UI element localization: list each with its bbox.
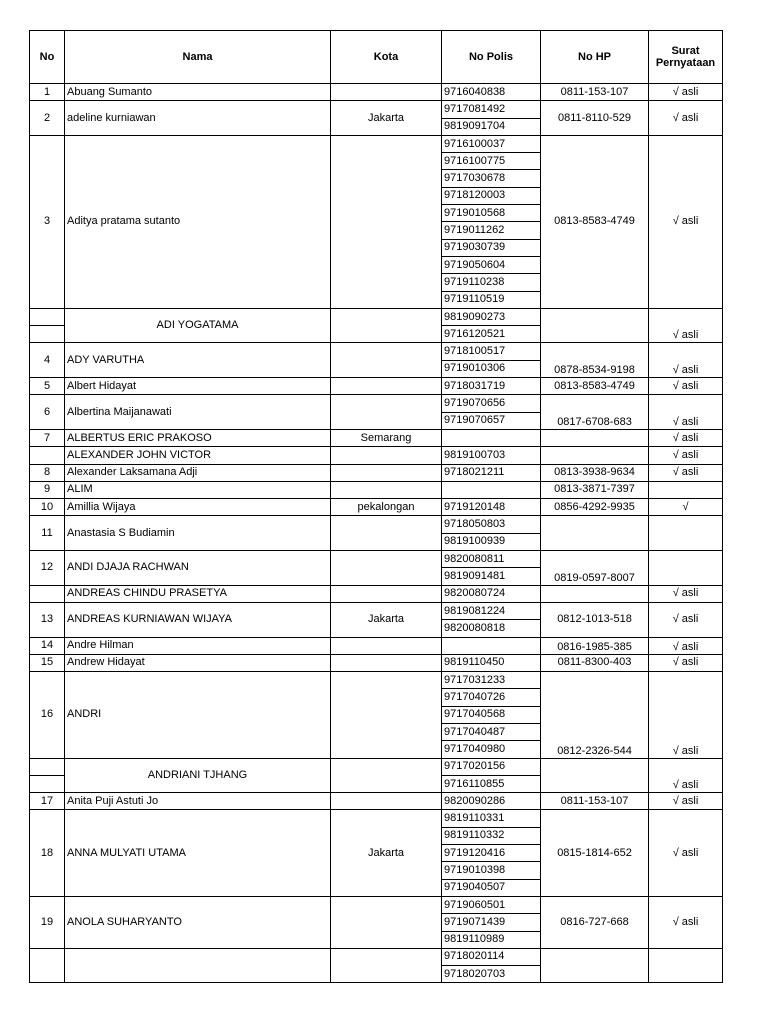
row-no-polis: 9820080724 (442, 585, 541, 602)
row-no-polis: 9719120148 (442, 499, 541, 516)
row-no-polis: 9717040980 (442, 741, 541, 758)
row-no-polis: 9717031233 (442, 672, 541, 689)
row-no-polis: 9718020114 (442, 948, 541, 965)
table-row (30, 395, 723, 412)
row-no-polis: 9716100775 (442, 153, 541, 170)
row-no-polis: 9719011262 (442, 222, 541, 239)
row-kota (331, 758, 442, 793)
row-no-hp (541, 585, 649, 602)
row-no (30, 758, 65, 775)
row-kota (331, 395, 442, 430)
row-no-polis: 9819090273 (442, 308, 541, 325)
row-no-hp: 0811-153-107 (541, 84, 649, 101)
row-nama: ANDRIANI TJHANG (65, 758, 331, 793)
header-nama: Nama (65, 31, 331, 84)
row-no-empty (30, 326, 65, 343)
row-nama: ANDREAS CHINDU PRASETYA (65, 585, 331, 602)
row-no-polis: 9719070656 (442, 395, 541, 412)
row-no-hp (541, 447, 649, 464)
row-surat: √ asli (649, 810, 723, 896)
row-nama: adeline kurniawan (65, 101, 331, 136)
row-kota (331, 378, 442, 395)
row-no-hp: 0813-3871-7397 (541, 481, 649, 498)
row-no-polis: 9717040487 (442, 723, 541, 740)
row-kota (331, 793, 442, 810)
table-row (30, 758, 723, 775)
row-nama: Anastasia S Budiamin (65, 516, 331, 551)
row-no-polis: 9819091704 (442, 118, 541, 135)
row-no-polis: 9719070657 (442, 412, 541, 429)
row-nama: ALIM (65, 481, 331, 498)
row-no-hp: 0819-0597-8007 (541, 551, 649, 586)
row-no-polis (442, 429, 541, 446)
row-no-polis: 9719030739 (442, 239, 541, 256)
row-no-polis: 9718100517 (442, 343, 541, 360)
row-no-polis: 9718050803 (442, 516, 541, 533)
row-no-polis: 9819110332 (442, 827, 541, 844)
row-no-polis: 9819100703 (442, 447, 541, 464)
table-row (30, 551, 723, 568)
row-surat: √ asli (649, 395, 723, 430)
row-kota (331, 84, 442, 101)
row-surat: √ (649, 499, 723, 516)
row-surat: √ asli (649, 602, 723, 637)
row-no-hp (541, 308, 649, 343)
row-no-polis: 9819110331 (442, 810, 541, 827)
policy-table (29, 30, 723, 983)
row-surat: √ asli (649, 758, 723, 793)
row-nama: ANOLA SUHARYANTO (65, 896, 331, 948)
table-row (30, 447, 723, 464)
row-nama: Albertina Maijanawati (65, 395, 331, 430)
row-no: 5 (30, 378, 65, 395)
row-no-hp (541, 948, 649, 983)
row-no: 13 (30, 602, 65, 637)
row-no: 14 (30, 637, 65, 654)
row-no: 18 (30, 810, 65, 896)
row-no-polis: 9717020156 (442, 758, 541, 775)
row-nama: Amillia Wijaya (65, 499, 331, 516)
row-kota (331, 551, 442, 586)
row-kota (331, 516, 442, 551)
row-kota (331, 308, 442, 343)
row-no (30, 585, 65, 602)
row-no (30, 948, 65, 983)
row-no (30, 308, 65, 325)
row-no-polis (442, 637, 541, 654)
row-nama: Aditya pratama sutanto (65, 135, 331, 308)
row-no-hp: 0816-1985-385 (541, 637, 649, 654)
table-row (30, 654, 723, 671)
row-nama: ANDREAS KURNIAWAN WIJAYA (65, 602, 331, 637)
row-nama (65, 948, 331, 983)
row-kota (331, 481, 442, 498)
table-row (30, 378, 723, 395)
row-no-hp: 0817-6708-683 (541, 395, 649, 430)
row-surat (649, 551, 723, 586)
row-no-hp: 0816-727-668 (541, 896, 649, 948)
row-surat: √ asli (649, 429, 723, 446)
row-no-polis: 9719071439 (442, 914, 541, 931)
table-row (30, 481, 723, 498)
table-row (30, 308, 723, 325)
header-surat-pernyataan: Surat Pernyataan (649, 31, 723, 84)
row-no-polis: 9819081224 (442, 602, 541, 619)
row-no: 8 (30, 464, 65, 481)
table-row (30, 464, 723, 481)
row-nama: Andre Hilman (65, 637, 331, 654)
row-kota (331, 672, 442, 758)
row-kota (331, 447, 442, 464)
row-no: 6 (30, 395, 65, 430)
row-no: 9 (30, 481, 65, 498)
row-no-hp (541, 429, 649, 446)
row-no-polis: 9716100037 (442, 135, 541, 152)
row-surat: √ asli (649, 378, 723, 395)
row-no: 11 (30, 516, 65, 551)
row-surat: √ asli (649, 896, 723, 948)
header-row (30, 31, 723, 84)
header-kota: Kota (331, 31, 442, 84)
row-no-polis: 9819100939 (442, 533, 541, 550)
row-no-hp: 0856-4292-9935 (541, 499, 649, 516)
row-surat: √ asli (649, 654, 723, 671)
row-no-polis: 9820080818 (442, 620, 541, 637)
row-no: 3 (30, 135, 65, 308)
row-surat: √ asli (649, 308, 723, 343)
row-no-polis: 9819091481 (442, 568, 541, 585)
row-no-polis: 9717040726 (442, 689, 541, 706)
row-surat: √ asli (649, 343, 723, 378)
row-nama: Andrew Hidayat (65, 654, 331, 671)
row-no-hp: 0811-8300-403 (541, 654, 649, 671)
row-nama: Abuang Sumanto (65, 84, 331, 101)
row-no-polis: 9719110519 (442, 291, 541, 308)
row-no-polis: 9719060501 (442, 896, 541, 913)
row-no-polis: 9719010568 (442, 205, 541, 222)
table-row (30, 84, 723, 101)
table-row (30, 516, 723, 533)
row-no-hp: 0813-3938-9634 (541, 464, 649, 481)
row-surat: √ asli (649, 793, 723, 810)
row-surat: √ asli (649, 585, 723, 602)
row-no-polis: 9719040507 (442, 879, 541, 896)
row-no: 17 (30, 793, 65, 810)
row-no-polis: 9717030678 (442, 170, 541, 187)
row-no-polis: 9819110989 (442, 931, 541, 948)
table-row (30, 637, 723, 654)
row-no-polis: 9719010306 (442, 360, 541, 377)
row-no-polis: 9716040838 (442, 84, 541, 101)
row-no-polis: 9820080811 (442, 551, 541, 568)
row-no-polis: 9718120003 (442, 187, 541, 204)
table-row (30, 585, 723, 602)
row-nama: Alexander Laksamana Adji (65, 464, 331, 481)
row-nama: ADI YOGATAMA (65, 308, 331, 343)
row-no-hp: 0813-8583-4749 (541, 135, 649, 308)
row-kota (331, 585, 442, 602)
row-no-polis: 9718021211 (442, 464, 541, 481)
row-no: 1 (30, 84, 65, 101)
row-no-hp: 0811-8110-529 (541, 101, 649, 136)
table-row (30, 343, 723, 360)
table-row (30, 499, 723, 516)
row-nama: ADY VARUTHA (65, 343, 331, 378)
row-surat (649, 948, 723, 983)
row-no-hp: 0812-2326-544 (541, 672, 649, 758)
row-no-polis: 9716110855 (442, 775, 541, 792)
row-nama: ANDI DJAJA RACHWAN (65, 551, 331, 586)
row-no-polis: 9820090286 (442, 793, 541, 810)
row-nama: Anita Puji Astuti Jo (65, 793, 331, 810)
row-surat: √ asli (649, 672, 723, 758)
row-nama: ANNA MULYATI UTAMA (65, 810, 331, 896)
row-no-polis: 9716120521 (442, 326, 541, 343)
row-no-polis: 9819110450 (442, 654, 541, 671)
row-surat: √ asli (649, 447, 723, 464)
row-no: 10 (30, 499, 65, 516)
row-surat: √ asli (649, 101, 723, 136)
row-nama: ANDRI (65, 672, 331, 758)
row-kota: Semarang (331, 429, 442, 446)
row-surat: √ asli (649, 84, 723, 101)
row-no-polis: 9717040568 (442, 706, 541, 723)
row-no: 12 (30, 551, 65, 586)
table-row (30, 672, 723, 689)
table-row (30, 602, 723, 619)
row-kota: Jakarta (331, 810, 442, 896)
row-no-empty (30, 775, 65, 792)
header-no-polis: No Polis (442, 31, 541, 84)
row-surat: √ asli (649, 637, 723, 654)
row-no: 4 (30, 343, 65, 378)
table-row (30, 793, 723, 810)
row-nama: ALBERTUS ERIC PRAKOSO (65, 429, 331, 446)
row-no-polis: 9718031719 (442, 378, 541, 395)
row-no-polis: 9719120416 (442, 845, 541, 862)
row-no-hp: 0812-1013-518 (541, 602, 649, 637)
row-no: 19 (30, 896, 65, 948)
row-no: 16 (30, 672, 65, 758)
row-nama: ALEXANDER JOHN VICTOR (65, 447, 331, 464)
row-no-hp (541, 758, 649, 793)
row-no-hp: 0813-8583-4749 (541, 378, 649, 395)
row-no: 2 (30, 101, 65, 136)
row-no (30, 447, 65, 464)
row-kota (331, 654, 442, 671)
row-kota (331, 135, 442, 308)
row-kota (331, 464, 442, 481)
row-no-polis: 9718020703 (442, 966, 541, 983)
row-kota: Jakarta (331, 101, 442, 136)
row-no-polis: 9719110238 (442, 274, 541, 291)
row-no: 7 (30, 429, 65, 446)
row-no-polis: 9719050604 (442, 256, 541, 273)
row-kota (331, 343, 442, 378)
row-no-hp: 0815-1814-652 (541, 810, 649, 896)
table-row (30, 429, 723, 446)
table-row (30, 101, 723, 118)
row-kota (331, 637, 442, 654)
table-row (30, 810, 723, 827)
row-surat: √ asli (649, 135, 723, 308)
row-no-hp: 0811-153-107 (541, 793, 649, 810)
row-surat: √ asli (649, 464, 723, 481)
header-no-hp: No HP (541, 31, 649, 84)
row-surat (649, 481, 723, 498)
row-surat (649, 516, 723, 551)
table-row (30, 896, 723, 913)
row-nama: Albert Hidayat (65, 378, 331, 395)
row-no-polis: 9719010398 (442, 862, 541, 879)
table-row (30, 948, 723, 965)
row-kota (331, 948, 442, 983)
table-row (30, 135, 723, 152)
row-no-polis: 9717081492 (442, 101, 541, 118)
row-kota: Jakarta (331, 602, 442, 637)
row-no-hp (541, 516, 649, 551)
row-no-polis (442, 481, 541, 498)
row-kota: pekalongan (331, 499, 442, 516)
row-kota (331, 896, 442, 948)
row-no-hp: 0878-8534-9198 (541, 343, 649, 378)
row-no: 15 (30, 654, 65, 671)
header-no: No (30, 31, 65, 84)
